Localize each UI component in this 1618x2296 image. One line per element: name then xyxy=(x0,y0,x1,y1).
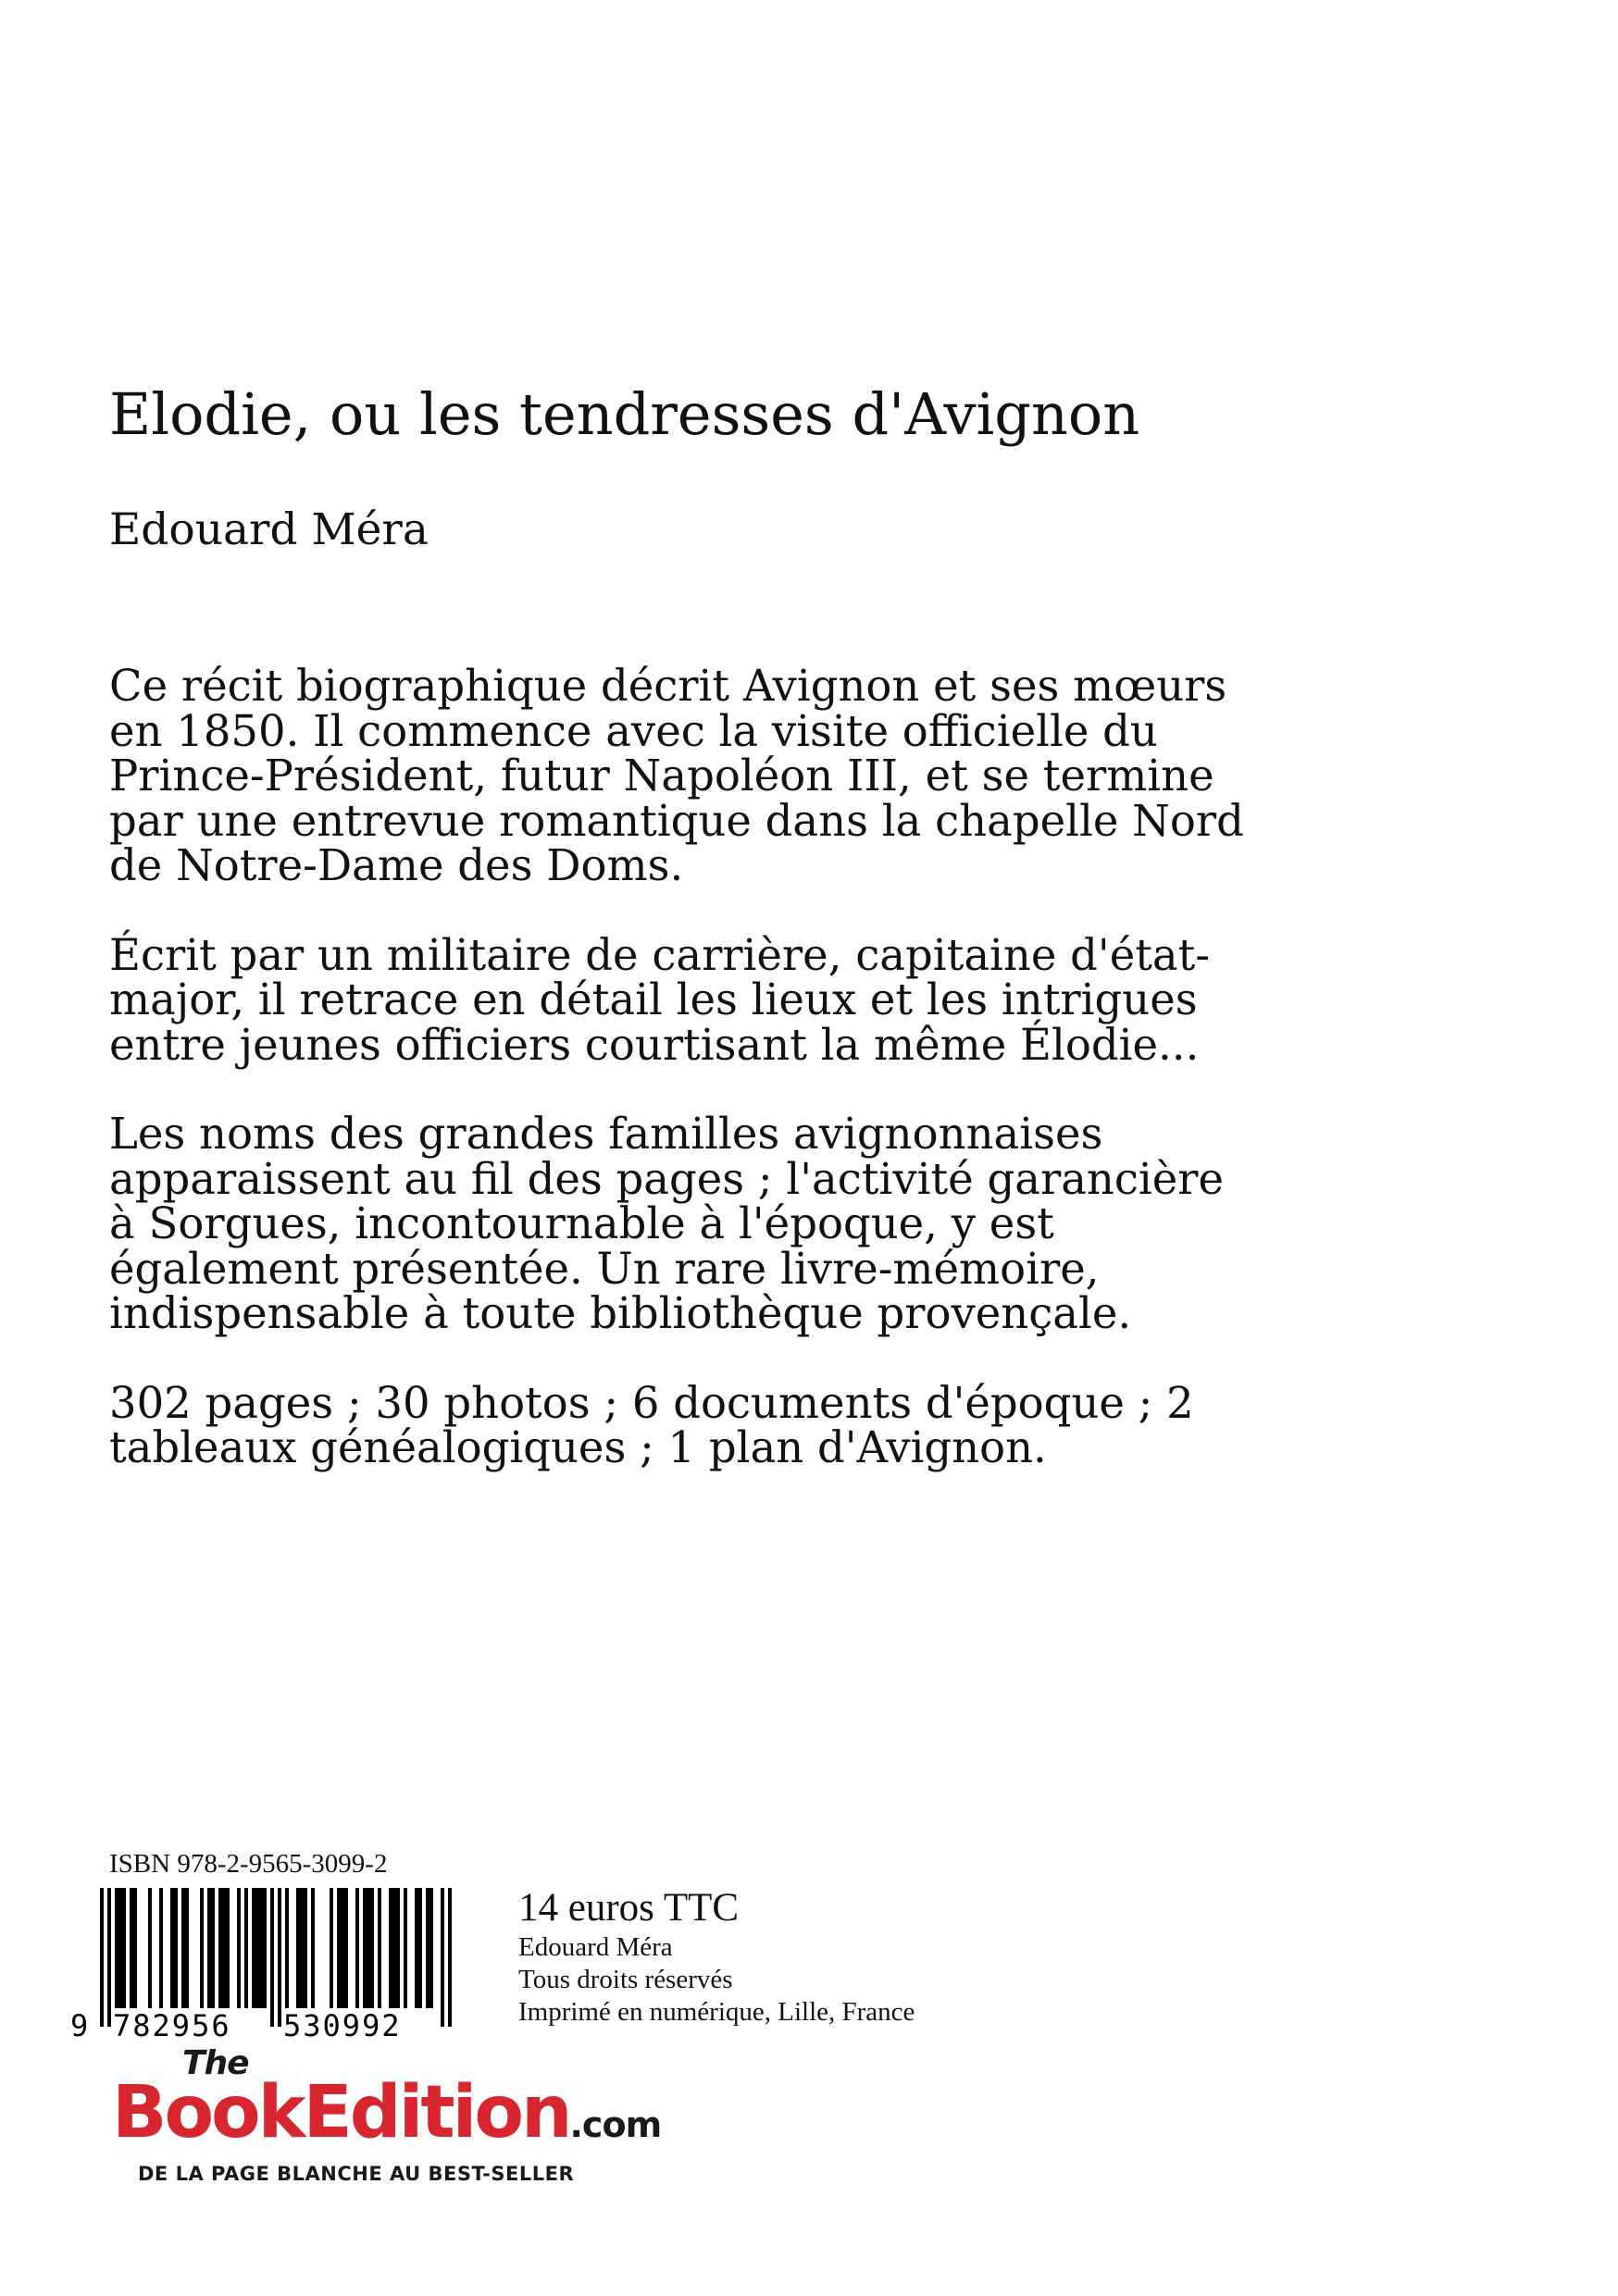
isbn-barcode xyxy=(65,1888,463,2045)
barcode-bar xyxy=(429,1888,433,2008)
isbn-label: ISBN 978-2-9565-3099-2 xyxy=(109,1849,388,1879)
barcode-bars xyxy=(100,1888,452,2027)
barcode-bar xyxy=(100,1888,104,2027)
logo-name: BookEdition xyxy=(112,2071,570,2154)
barcode-bar xyxy=(367,1888,370,2008)
book-title: Elodie, ou les tendresses d'Avignon xyxy=(109,380,1140,448)
rights-notice: Tous droits réservés xyxy=(518,1965,733,1994)
barcode-bar xyxy=(296,1888,300,2008)
barcode-bar xyxy=(418,1888,422,2008)
barcode-bar xyxy=(426,1888,429,2008)
barcode-bar xyxy=(181,1888,185,2008)
barcode-bar xyxy=(174,1888,178,2008)
barcode-bar xyxy=(396,1888,400,2008)
barcode-right-digits: 530992 xyxy=(283,2008,402,2043)
barcode-bar xyxy=(363,1888,367,2008)
price: 14 euros TTC xyxy=(518,1886,740,1930)
barcode-bar xyxy=(148,1888,152,2008)
printing-notice: Imprimé en numérique, Lille, France xyxy=(518,1997,915,2027)
logo-wordmark xyxy=(112,2071,661,2166)
barcode-bar xyxy=(222,1888,226,2008)
barcode-bar xyxy=(159,1888,163,2008)
barcode-bar xyxy=(133,1888,137,2008)
logo-tagline: DE LA PAGE BLANCHE AU BEST-SELLER xyxy=(138,2163,575,2185)
barcode-bar xyxy=(207,1888,211,2008)
barcode-bar xyxy=(218,1888,222,2008)
barcode-bar xyxy=(107,1888,111,2027)
barcode-bar xyxy=(270,1888,274,2027)
barcode-bar xyxy=(392,1888,396,2008)
barcode-bar xyxy=(185,1888,189,2008)
barcode-bar xyxy=(448,1888,452,2027)
blurb-paragraph-2: Écrit par un militaire de carrière, capitaine d'état-major, il retrace en détail les lieux et les intrigues entre jeunes officiers courtisant la même Élodie... xyxy=(109,929,1211,1070)
barcode-bar xyxy=(252,1888,255,2008)
barcode-bar xyxy=(344,1888,348,2008)
barcode-bar xyxy=(118,1888,122,2008)
barcode-bar xyxy=(389,1888,392,2008)
barcode-bar xyxy=(226,1888,230,2008)
barcode-bar xyxy=(115,1888,118,2008)
barcode-first-digit: 9 xyxy=(70,2008,89,2043)
barcode-bar xyxy=(337,1888,341,2008)
barcode-bar xyxy=(170,1888,174,2008)
barcode-bar xyxy=(415,1888,418,2008)
publisher-logo xyxy=(106,2045,662,2249)
barcode-bar xyxy=(122,1888,126,2008)
barcode-bar xyxy=(304,1888,307,2008)
barcode-bar xyxy=(211,1888,215,2008)
barcode-bar xyxy=(378,1888,381,2008)
barcode-bar xyxy=(300,1888,304,2008)
barcode-bar xyxy=(278,1888,281,2027)
book-author: Edouard Méra xyxy=(109,504,429,555)
barcode-bar xyxy=(255,1888,259,2008)
barcode-bar xyxy=(237,1888,241,2008)
publication-author: Edouard Méra xyxy=(518,1932,673,1962)
barcode-bar xyxy=(311,1888,315,2008)
blurb-paragraph-4: 302 pages ; 30 photos ; 6 documents d'époque ; 2 tableaux généalogiques ; 1 plan d'Avignon. xyxy=(109,1377,1194,1472)
barcode-bar xyxy=(355,1888,359,2008)
barcode-bar xyxy=(330,1888,333,2008)
barcode-bar xyxy=(259,1888,263,2008)
barcode-bar xyxy=(285,1888,289,2008)
barcode-bar xyxy=(200,1888,204,2008)
logo-suffix: .com xyxy=(569,2104,662,2145)
barcode-bar xyxy=(263,1888,267,2008)
barcode-bar xyxy=(370,1888,374,2008)
barcode-bar xyxy=(341,1888,344,2008)
book-blurb xyxy=(109,661,1248,1472)
blurb-paragraph-3: Les noms des grandes familles avignonnaises apparaissent au fil des pages ; l'activité garancière à Sorgues, incontournable à l'époque, y est également présentée. Un rare livre-mémoire, indispensable à toute bibliothèque provençale. xyxy=(109,1109,1225,1338)
barcode-bar xyxy=(244,1888,248,2008)
blurb-paragraph-1: Ce récit biographique décrit Avignon et ses mœurs en 1850. Il commence avec la visite officielle du Prince-Président, futur Napoléon III, et se termine par une entrevue romantique dans la chapelle Nord de Notre-Dame des Doms. xyxy=(109,661,1244,890)
barcode-bar xyxy=(441,1888,444,2027)
logo-the: The xyxy=(182,2044,249,2082)
barcode-bar xyxy=(404,1888,407,2008)
barcode-left-digits: 782956 xyxy=(113,2008,231,2043)
barcode-bar xyxy=(130,1888,133,2008)
publication-info xyxy=(518,1885,915,2029)
